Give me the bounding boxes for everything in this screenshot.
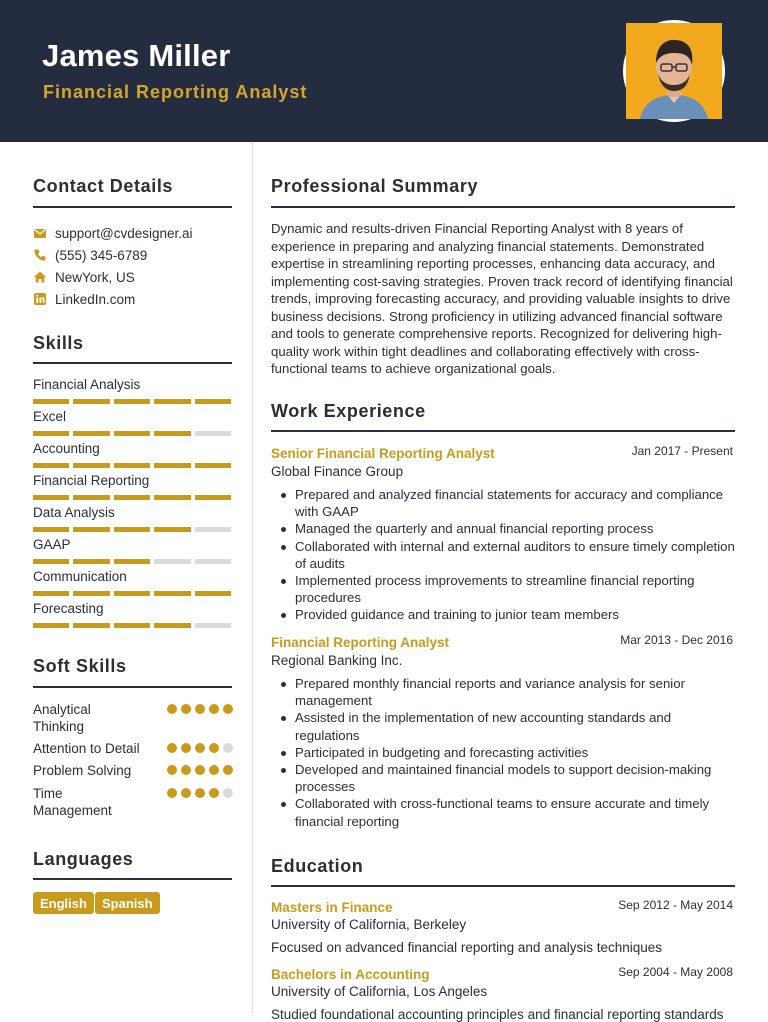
work-rule [271,430,735,432]
job-date: Jan 2017 - Present [631,444,733,458]
skill-level-segment [154,591,190,596]
skill-level-segment [114,623,150,628]
rating-dot [167,743,177,753]
skill-level-bar [33,591,231,596]
skill-label: Communication [33,569,127,584]
soft-skill-label: Time Management [33,786,112,818]
soft-skill-label: Attention to Detail [33,741,140,756]
list-item: Prepared and analyzed financial statements for accuracy and compliance with GAAP [271,486,736,520]
job-date: Mar 2013 - Dec 2016 [620,633,733,647]
skill-level-segment [154,527,190,532]
soft-skills-rule [33,686,232,688]
skill-level-segment [154,431,190,436]
education-title: Education [271,856,364,876]
skill-level-segment [73,495,109,500]
skill-level-segment [195,591,231,596]
work-title: Work Experience [271,401,426,421]
list-item: Implemented process improvements to streamline financial reporting procedures [271,572,736,606]
degree-date: Sep 2004 - May 2008 [618,965,733,979]
skill-level-segment [114,399,150,404]
school-name: University of California, Los Angeles [271,984,488,999]
degree-description: Studied foundational accounting principles and financial reporting standards [271,1007,724,1022]
list-item: Provided guidance and training to junior team members [271,606,736,623]
skill-level-segment [114,463,150,468]
contact-email[interactable] [33,224,193,242]
soft-skill-rating [167,743,233,753]
job-bullets [271,486,736,624]
skills-rule [33,362,232,364]
contact-email-text: support@cvdesigner.ai [55,225,193,241]
rating-dot [195,765,205,775]
person-photo-icon [626,23,722,119]
skill-label: Accounting [33,441,100,456]
skill-level-segment [33,591,69,596]
envelope-icon [33,226,47,240]
skill-label: Excel [33,409,67,424]
language-tag: English [33,892,94,914]
skill-level-segment [73,431,109,436]
skill-level-segment [73,591,109,596]
phone-icon [33,248,47,262]
rating-dot [223,743,233,753]
job-title: Financial Reporting Analyst [271,635,450,650]
rating-dot [195,704,205,714]
summary-rule [271,206,735,208]
rating-dot [181,765,191,775]
job-title: Senior Financial Reporting Analyst [271,446,495,461]
skill-level-segment [195,527,231,532]
soft-skill-label: Problem Solving [33,763,132,778]
soft-skills-title: Soft Skills [33,656,127,676]
contact-phone[interactable] [33,246,147,264]
skill-level-segment [195,463,231,468]
summary-text: Dynamic and results-driven Financial Reporting Analyst with 8 years of experience in preparing and analyzing financial statements. Demonstrated expertise in streamlining reporting processes, enhancing data accuracy, and implementing cost-saving strategies. Proven track record of identifying financial trends, improving forecasting accuracy, and providing valuable insights to drive business decisions. Strong proficiency in utilizing advanced financial software and tools to generate comprehensive reports. Recognized for delivering high-quality work within tight deadlines and collaborating effectively with cross-functional teams to achieve organizational goals. [271,221,733,376]
contact-title: Contact Details [33,176,174,196]
skill-level-bar [33,431,231,436]
skill-level-bar [33,495,231,500]
skill-label: Financial Analysis [33,377,141,392]
list-item: Managed the quarterly and annual financial reporting process [271,520,736,537]
skill-level-segment [195,431,231,436]
rating-dot [223,704,233,714]
school-name: University of California, Berkeley [271,917,467,932]
skill-level-segment [195,559,231,564]
rating-dot [167,788,177,798]
skill-level-segment [154,399,190,404]
skills-title: Skills [33,333,84,353]
skill-level-segment [114,591,150,596]
skill-level-bar [33,623,231,628]
skill-level-bar [33,399,231,404]
skill-level-segment [33,623,69,628]
resume-header [0,0,768,142]
contact-linkedin-text: LinkedIn.com [55,291,136,307]
skill-level-segment [33,399,69,404]
list-item: Assisted in the implementation of new accounting standards and regulations [271,709,736,743]
rating-dot [167,704,177,714]
rating-dot [223,765,233,775]
skill-label: Forecasting [33,601,104,616]
skill-level-bar [33,527,231,532]
list-item: Developed and maintained financial models to support decision-making processes [271,761,736,795]
skill-level-segment [195,623,231,628]
soft-skill-rating [167,704,233,714]
profile-photo [623,20,725,122]
rating-dot [181,704,191,714]
soft-skill-rating [167,765,233,775]
rating-dot [209,765,219,775]
contact-location-text: NewYork, US [55,269,135,285]
skill-level-segment [73,463,109,468]
languages-rule [33,878,232,880]
candidate-name: James Miller [42,38,231,73]
column-divider [252,142,253,1014]
skill-level-segment [33,495,69,500]
candidate-role: Financial Reporting Analyst [43,82,308,102]
soft-skill-label: Analytical Thinking [33,702,91,734]
list-item: Prepared monthly financial reports and variance analysis for senior management [271,675,736,709]
language-tag: Spanish [95,892,160,914]
skill-level-segment [73,527,109,532]
skill-level-segment [114,495,150,500]
job-org: Global Finance Group [271,464,404,479]
skill-level-segment [73,399,109,404]
skill-level-segment [114,431,150,436]
skill-label: GAAP [33,537,71,552]
skill-level-segment [195,495,231,500]
job-bullets [271,675,736,830]
list-item: Collaborated with cross-functional teams to ensure accurate and timely financial reporting [271,795,736,829]
contact-phone-text: (555) 345-6789 [55,247,148,263]
rating-dot [181,788,191,798]
education-rule [271,885,735,887]
skill-level-segment [154,559,190,564]
rating-dot [209,788,219,798]
rating-dot [181,743,191,753]
rating-dot [209,704,219,714]
skill-level-segment [154,623,190,628]
skill-level-segment [33,463,69,468]
job-org: Regional Banking Inc. [271,653,403,668]
skill-level-segment [33,431,69,436]
skill-level-bar [33,559,231,564]
skill-level-segment [73,559,109,564]
rating-dot [195,743,205,753]
contact-linkedin[interactable] [33,290,135,308]
list-item: Collaborated with internal and external auditors to ensure timely completion of audits [271,538,736,572]
skill-label: Financial Reporting [33,473,150,488]
degree-date: Sep 2012 - May 2014 [618,898,733,912]
linkedin-icon [33,292,47,306]
home-icon [33,270,47,284]
soft-skill-rating [167,788,233,798]
list-item: Participated in budgeting and forecasting activities [271,744,736,761]
contact-location [33,268,135,286]
skill-level-segment [73,623,109,628]
skill-level-bar [33,463,231,468]
skill-level-segment [33,559,69,564]
skill-level-segment [154,495,190,500]
rating-dot [195,788,205,798]
degree-title: Masters in Finance [271,900,393,915]
degree-description: Focused on advanced financial reporting and analysis techniques [271,940,663,955]
contact-rule [33,206,232,208]
skill-level-segment [195,399,231,404]
degree-title: Bachelors in Accounting [271,967,430,982]
skill-level-segment [114,559,150,564]
rating-dot [223,788,233,798]
rating-dot [209,743,219,753]
skill-label: Data Analysis [33,505,115,520]
rating-dot [167,765,177,775]
skill-level-segment [33,527,69,532]
skill-level-segment [114,527,150,532]
languages-title: Languages [33,849,134,869]
skill-level-segment [154,463,190,468]
summary-title: Professional Summary [271,176,479,196]
